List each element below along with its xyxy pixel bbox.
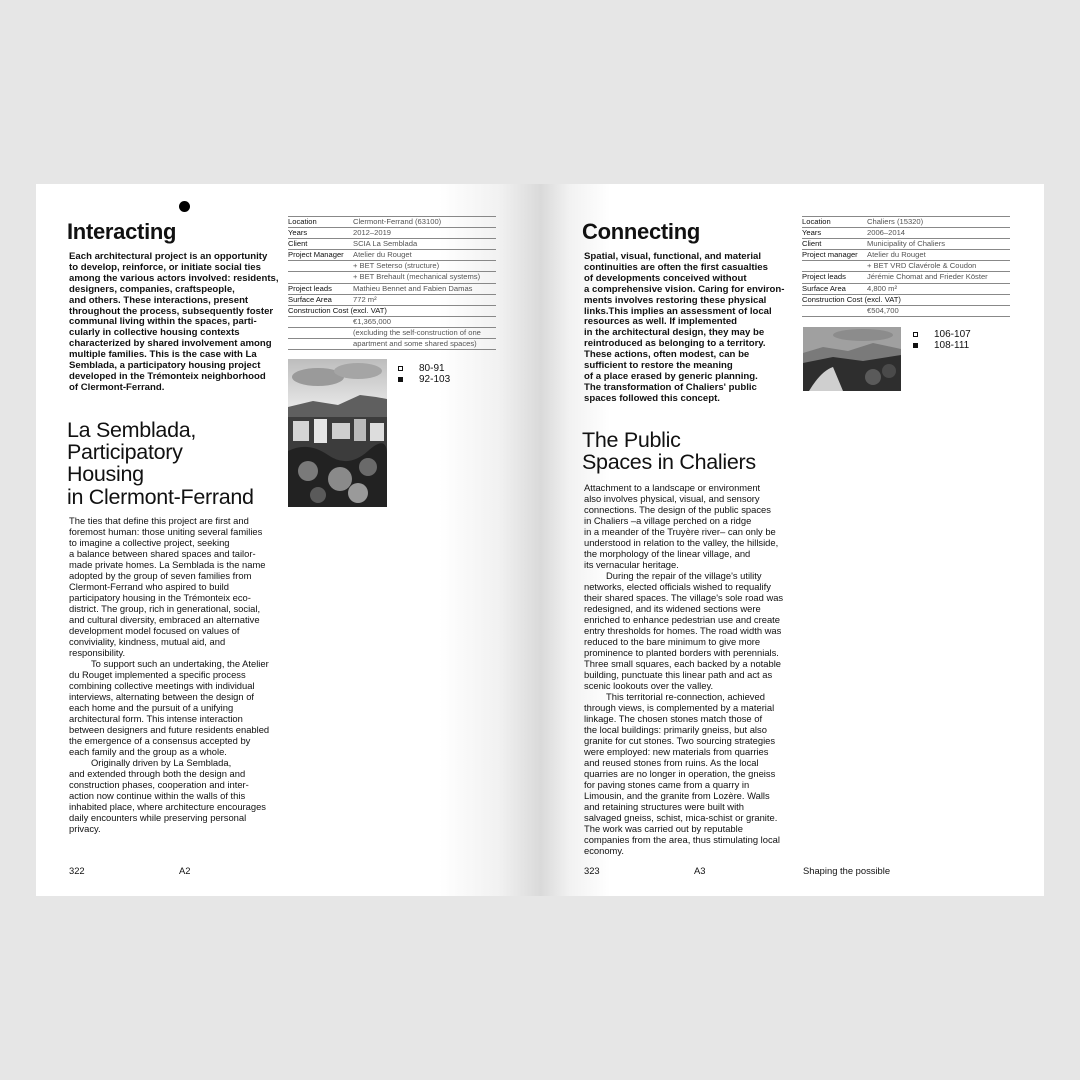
page-number: 322 <box>69 865 85 876</box>
info-value: 2006–2014 <box>867 228 906 238</box>
info-key: Project Manager <box>288 250 344 260</box>
info-row <box>288 317 496 328</box>
info-row <box>802 250 1010 261</box>
filled-square-icon <box>913 343 918 348</box>
page-references <box>398 363 450 385</box>
info-key: Project leads <box>288 283 332 293</box>
body-paragraph: During the repair of the village's utility networks, elected officials wished to requalify their shared spaces. The village's sole road was redesigned, and its widened sections were enriched to enhance pedestrian use and create entry thresholds for homes. The road width was reduced to the bare minimum to give more prominence to planted borders with perennials. Three small squares, each backed by a notable building, punctuate this linear path and act as scenic lookouts over the valley. <box>584 570 784 691</box>
page-ref-item[interactable] <box>913 340 971 351</box>
info-row <box>802 228 1010 239</box>
page-number: 323 <box>584 865 600 876</box>
info-row <box>288 261 496 272</box>
body-paragraph: Attachment to a landscape or environment also involves physical, visual, and sensory connections. The design of the public spaces in Chaliers –a village perched on a ridge in a meander of the Truyère river– can only be understood in relation to the valley, the hillside, the morphology of the linear village, and its vernacular heritage. <box>584 482 779 570</box>
filled-square-icon <box>398 377 403 382</box>
page-ref-label: 108-111 <box>934 340 970 351</box>
body-paragraph: The ties that define this project are first and foremost human: those uniting several families to imagine a collective project, seeking a balance between shared spaces and tailor- made private homes. La Semblada is the name adopted by the group of seven families from Clermont-Ferrand who aspired to build participatory housing in the Trémonteix eco- district. The group, rich in generational, social, and cultural diversity, embraced an alternative development model focused on values of conviviality, kindness, mutual aid, and responsibility. <box>69 515 266 658</box>
info-value: Atelier du Rouget <box>353 250 412 260</box>
info-value: €1,365,000 <box>353 316 392 326</box>
page-title: Connecting <box>582 219 700 244</box>
info-row <box>802 217 1010 228</box>
body-paragraph: To support such an undertaking, the Atelier du Rouget implemented a specific process combining collective meetings with individual interviews, alternating between the design of each home and the pursuit of a unifying architectural form. This intense interaction between designers and future residents enabled the emergence of a consensus accepted by each family and the group as a whole. <box>69 658 270 757</box>
info-row <box>288 295 496 306</box>
info-key: Client <box>288 239 308 249</box>
info-row <box>288 217 496 228</box>
info-key: Surface Area <box>288 294 332 304</box>
page-ref-label: 106-107 <box>934 329 971 340</box>
info-row <box>802 306 1010 317</box>
info-row <box>288 328 496 339</box>
running-title: Shaping the possible <box>803 865 891 876</box>
info-key: Surface Area <box>802 283 846 293</box>
info-row <box>802 272 1010 283</box>
info-row <box>288 284 496 295</box>
bullet-dot <box>179 201 190 212</box>
info-value: SCIA La Semblada <box>353 239 418 249</box>
info-value: Atelier du Rouget <box>867 250 926 260</box>
info-value: 772 m² <box>353 294 377 304</box>
info-key: Client <box>802 239 822 249</box>
info-value: Municipality of Chaliers <box>867 239 946 249</box>
info-value: 2012–2019 <box>353 228 392 238</box>
body-paragraph: Originally driven by La Semblada, and extended through both the design and construction phases, cooperation and inter- action now continue within the walls of this inhabited place, where architecture encourages daily encounters while preserving personal privacy. <box>69 757 266 834</box>
section-code: A2 <box>179 865 191 876</box>
page-ref-item[interactable] <box>398 374 450 385</box>
info-key: Project leads <box>802 272 846 282</box>
info-key: Location <box>288 217 317 226</box>
page-ref-item[interactable] <box>398 363 450 374</box>
page-references <box>913 329 971 351</box>
open-square-icon <box>913 332 918 337</box>
info-key: Years <box>288 228 308 238</box>
intro-paragraph: Spatial, visual, functional, and material continuities are often the first casualties of developments conceived without a comprehensive vision. Caring for environ- ments involves restoring these physical links.This implies an assessment of local resources as well. If implemented in the architectural design, they may be reintroduced as belonging to a territory. These actions, often modest, can be sufficient to restore the meaning of a place erased by generic planning. The transformation of Chaliers' public spaces followed this concept. <box>584 251 785 404</box>
info-value: €504,700 <box>867 305 899 315</box>
intro-paragraph: Each architectural project is an opportunity to develop, reinforce, or initiate social ties among the various actors involved: residents, designers, companies, craftspeople, and others. These interactions, present throughout the process, subsequently foster communal living within the spaces, parti- cularly in collective housing contexts characterized by shared involvement among multiple families. This is the case with La Semblada, a participatory housing project developed in the Trémonteix neighborhood of Clermont-Ferrand. <box>69 251 279 393</box>
page-ref-label: 80-91 <box>419 363 445 374</box>
project-info-table <box>288 216 496 350</box>
info-row <box>802 239 1010 250</box>
info-value: + BET Seterso (structure) <box>353 261 440 271</box>
info-value: 4,800 m² <box>867 283 897 293</box>
info-row <box>802 261 1010 272</box>
body-text <box>69 515 289 834</box>
body-paragraph: This territorial re-connection, achieved through views, is complemented by a material linkage. The chosen stones match those of the local buildings: primarily gneiss, but also granite for cut stones. Two sourcing strategies were employed: new materials from quarries and reused stones from ruins. As the local quarries are no longer in operation, the gneiss for paving stones came from a quarry in Limousin, and the granite from Lozère. Walls and retaining structures were built with salvaged gneiss, schist, mica-schist or granite. The work was carried out by reputable companies from the area, thus stimulating local economy. <box>584 691 780 856</box>
section-heading: The Public Spaces in Chaliers <box>582 428 756 475</box>
project-photo <box>288 359 387 507</box>
page-ref-label: 92-103 <box>419 374 451 385</box>
info-row <box>288 272 496 283</box>
info-row <box>288 250 496 261</box>
project-photo <box>803 327 901 391</box>
info-key: Location <box>802 217 831 226</box>
section-heading: La Semblada, Participatory Housing in Clermont-Ferrand <box>67 418 254 509</box>
section-code: A3 <box>694 865 706 876</box>
info-key: Years <box>802 228 822 238</box>
info-key: Project manager <box>802 250 858 260</box>
page-title: Interacting <box>67 219 177 244</box>
left-page <box>36 184 540 896</box>
info-row <box>288 228 496 239</box>
page-ref-item[interactable] <box>913 329 971 340</box>
info-value: Chaliers (15320) <box>867 217 924 226</box>
project-info-table <box>802 216 1010 317</box>
info-value: + BET VRD Clavérole & Coudon <box>867 261 977 271</box>
info-value: Mathieu Bennet and Fabien Damas <box>353 283 473 293</box>
info-row <box>802 295 1010 306</box>
open-square-icon <box>398 366 403 371</box>
info-row <box>288 339 496 350</box>
info-row <box>288 239 496 250</box>
body-text <box>584 482 806 856</box>
info-row <box>802 284 1010 295</box>
info-row <box>288 306 496 317</box>
right-page <box>540 184 1044 896</box>
info-value: (excluding the self-construction of one <box>353 327 481 337</box>
info-value: apartment and some shared spaces) <box>353 339 477 349</box>
info-value: + BET Brehault (mechanical systems) <box>353 272 481 282</box>
info-value: Jérémie Chomat and Frieder Köster <box>867 272 988 282</box>
info-value: Clermont-Ferrand (63100) <box>353 217 442 226</box>
info-key: Construction Cost (excl. VAT) <box>802 294 901 304</box>
info-key: Construction Cost (excl. VAT) <box>288 305 387 315</box>
